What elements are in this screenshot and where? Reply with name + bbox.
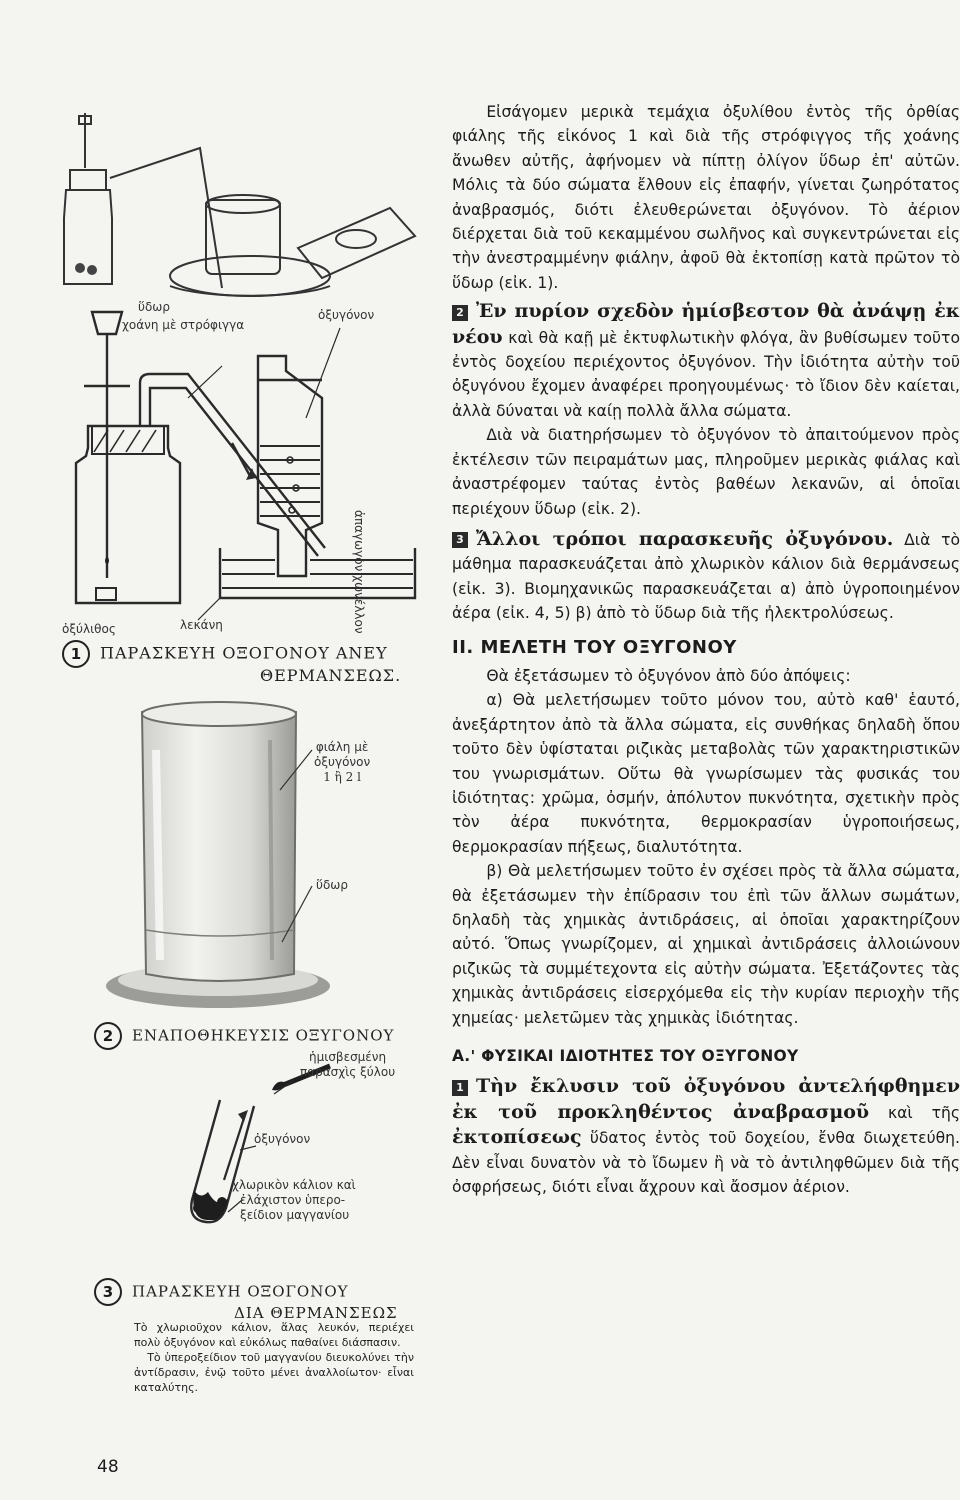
fig2-label-bottle-line2: ὀξυγόνον — [314, 755, 371, 769]
paragraph-splint-body: καὶ θὰ καῇ μὲ ἐκτυφλωτικὴν φλόγα, ἂν βυθίσωμεν τοῦτο ἐντὸς δοχείου περιέχοντος ὀξυγόνον. Τὴν ἰδιότητα αὐτὴν τοῦ ὀξυγόνου ἔχομεν ἀναφέρει προηγουμένως· τὸ ἴδιον δὲν καίεται, ἀλλὰ δύναται νὰ καίῃ πολλὰ ἄλλα σώματα. — [452, 328, 960, 420]
paragraph-splint-title: Ἐν πυρίον σχεδὸν ἡμίσβεστον θὰ ἀνάψῃ ἐκ νέου — [452, 300, 960, 348]
text-column — [452, 100, 960, 1199]
figure3-caption-line1: ΠΑΡΑΣΚΕΥΗ ΟΞΟΓΟΝΟΥ — [132, 1282, 349, 1301]
figure2-jar-drawing — [100, 690, 330, 1010]
section-heading-study: ΙΙ. ΜΕΛΕΤΗ ΤΟΥ ΟΞΥΓΟΝΟΥ — [452, 636, 737, 658]
block-number-3: 3 — [452, 532, 468, 548]
subsection-heading-physical: Α.' ΦΥΣΙΚΑΙ ΙΔΙΟΤΗΤΕΣ ΤΟΥ ΟΞΥΓΟΝΟΥ — [452, 1047, 799, 1066]
block-number-1: 1 — [452, 1080, 468, 1096]
paragraph-release — [452, 1074, 960, 1199]
figure3-caption — [94, 1278, 434, 1322]
paragraph-physical-view: α) Θὰ μελετήσωμεν τοῦτο μόνον του, αὐτὸ καθ' ἑαυτό, ἀνεξάρτητον ἀπὸ τὰ ἄλλα σώματα, εἰς συνθήκας δηλαδὴ ὅπου τοῦτο δὲν ὑφίσταται ριζικὰς μεταβολὰς τῶν χαρακτηριστικῶν του γνωρισμάτων. Οὕτω θὰ γνωρίσωμεν τὰς φυσικάς του ἰδιότητας: χρῶμα, ὀσμήν, ἀπόλυτον πυκνότητα, σχετικὴν πρὸς τὸν ἀέρα πυκνότητα, θερμοκρασίαν ὑγροποιήσεως, θερμοκρασίαν πήξεως, διαλυτότητα. — [452, 691, 960, 856]
fig2-label-bottle — [314, 740, 370, 785]
fig1-label-basin: λεκάνη — [180, 618, 223, 632]
paragraph-intro: Εἰσάγομεν μερικὰ τεμάχια ὀξυλίθου ἐντὸς τῆς ὀρθίας φιάλης τῆς εἰκόνος 1 καὶ διὰ τῆς στρόφιγγος τῆς χοάνης ἄνωθεν αὐτῆς, ἀφήνομεν νὰ πίπτῃ ὀλίγον ὕδωρ ἐπ' αὐτῶν. Μόλις τὰ δύο σώματα ἔλθουν εἰς ἐπαφήν, γίνεται ζωηρότατος ἀναβρασμός, διότι ἐλευθερώνεται ὀξυγόνον. Τὸ ἀέριον διέρχεται διὰ τοῦ κεκαμμένου σωλῆνος καὶ συγκεντρώνεται εἰς τὴν ἀνεστραμμένην φιάλην, ἀφοῦ θὰ ἐκτοπίσῃ κατὰ πρῶτον τὸ ὕδωρ (εἰκ. 1). — [452, 103, 960, 292]
figure3-note-1: Τὸ χλωριοῦχον κάλιον, ἅλας λευκόν, περιέχει πολὺ ὀξυγόνον καὶ εὐκόλως παθαίνει διάσπασιν. — [134, 1321, 414, 1349]
paragraph-release-title2: ἐκτοπίσεως — [452, 1126, 582, 1149]
paragraph-chemical-view: β) Θὰ μελετήσωμεν τοῦτο ἐν σχέσει πρὸς τὰ ἄλλα σώματα, θὰ ἐξετάσωμεν τὴν ἐπίδρασιν του ἐπὶ τῶν ἄλλων σωμάτων, δηλαδὴ τὰς χημικὰς ἀντιδράσεις, αἱ ὁποῖαι χαρακτηρίζουν αὐτό. Ὅπως γνωρίζομεν, αἱ χημικαὶ ἀντιδράσεις ἀλλοιώνουν ριζικῶς τὰ συμμέτεχοντα εἰς αὐτὴν σώματα. Ἐξετάζοντες τὰς χημικὰς ἀντιδράσεις εἰσερχόμεθα εἰς τὴν κυρίαν περιοχὴν τῆς χημείας· μελετῶμεν τὰς χημικὰς ἰδιότητας. — [452, 862, 960, 1027]
figure1-apparatus-drawing — [70, 298, 430, 618]
page-number: 48 — [97, 1457, 119, 1477]
fig1-label-water: ὕδωρ — [138, 300, 170, 314]
block-number-2: 2 — [452, 305, 468, 321]
fig3-label-splint-line2: παρασχὶς ξύλου — [300, 1065, 396, 1079]
fig1-label-oxygen: ὀξυγόνον — [318, 308, 375, 322]
paragraph-other-methods-title: Ἄλλοι τρόποι παρασκευῆς ὀξυγόνου. — [476, 527, 894, 550]
fig3-label-splint-line1: ἡμισβεσμένη — [309, 1050, 387, 1064]
figure3-caption-line2: ΔΙΑ ΘΕΡΜΑΝΣΕΩΣ — [234, 1304, 398, 1322]
fig1-label-exhaust: ἀπαγωγὸν χωνέλλον — [352, 510, 366, 634]
figure1-caption — [62, 640, 422, 685]
figure1-thumbnail-drawing — [60, 108, 420, 298]
fig2-label-water: ὕδωρ — [316, 878, 348, 892]
figure2-caption-text: ΕΝΑΠΟΘΗΚΕΥΣΙΣ ΟΞΥΓΟΝΟΥ — [132, 1026, 395, 1045]
fig1-label-peroxide: ὀξύλιθος — [62, 622, 116, 636]
fig3-label-splint — [300, 1050, 395, 1080]
fig3-label-mixture-line1: χλωρικὸν κάλιον καὶ — [232, 1178, 356, 1192]
figure3-note — [134, 1320, 414, 1395]
fig3-label-mixture-line2: ἐλάχιστον ὑπερο- — [240, 1193, 346, 1207]
figure1-caption-line2: ΘΕΡΜΑΝΣΕΩΣ. — [260, 666, 402, 685]
paragraph-splint — [452, 299, 960, 423]
paragraph-release-mid: καὶ τῆς — [869, 1103, 960, 1122]
fig2-label-bottle-line3: 1 ἢ 2 l — [323, 770, 361, 784]
paragraph-two-views: Θὰ ἐξετάσωμεν τὸ ὀξυγόνον ἀπὸ δύο ἀπόψεις: — [486, 666, 851, 685]
figure1-number: 1 — [62, 640, 90, 668]
paragraph-other-methods-body: Διὰ τὸ μάθημα παρασκευάζεται ἀπὸ χλωρικὸν κάλιον διὰ θερμάνσεως (εἰκ. 3). Βιομηχανικῶς παρασκευάζεται α) ἀπὸ ὑγροποιημένον ἀέρα (εἰκ. 4, 5) β) ἀπὸ τὸ ὕδωρ διὰ τῆς ἠλεκτρολύσεως. — [452, 530, 960, 623]
figure2-number: 2 — [94, 1022, 122, 1050]
figure3-note-2: Τὸ ὑπεροξείδιον τοῦ μαγγανίου διευκολύνει τὴν ἀντίδρασιν, ἐνῷ τοῦτο μένει ἀναλλοίωτον· εἶναι καταλύτης. — [134, 1351, 414, 1394]
fig3-label-mixture — [232, 1178, 356, 1223]
fig1-label-funnel: χοάνη μὲ στρόφιγγα — [122, 318, 245, 332]
fig3-label-mixture-line3: ξείδιον μαγγανίου — [240, 1208, 350, 1222]
paragraph-storage: Διὰ νὰ διατηρήσωμεν τὸ ὀξυγόνον τὸ ἀπαιτούμενον πρὸς ἐκτέλεσιν τῶν πειραμάτων μας, πληροῦμεν μερικὰς φιάλας καὶ ἀναστρέφομεν ταύτας ἐντὸς βαθέων λεκανῶν, αἱ ὁποῖαι περιέχουν ὕδωρ (εἰκ. 2). — [452, 426, 960, 518]
figure1-caption-line1: ΠΑΡΑΣΚΕΥΗ ΟΞΟΓΟΝΟΥ ΑΝΕΥ — [100, 643, 388, 663]
paragraph-release-title: Τὴν ἔκλυσιν τοῦ ὀξυγόνου ἀντελήφθημεν ἐκ τοῦ προκληθέντος ἀναβρασμοῦ — [452, 1075, 960, 1123]
paragraph-other-methods — [452, 527, 960, 626]
figure3-number: 3 — [94, 1278, 122, 1306]
fig2-label-bottle-line1: φιάλη μὲ — [315, 740, 369, 754]
paragraph-release-body: ὕδατος ἐντὸς τοῦ δοχείου, ἔνθα διωχετεύθη. Δὲν εἶναι δυνατὸν νὰ τὸ ἴδωμεν ἢ νὰ τὸ ἀντιληφθῶμεν διὰ τῆς ὀσφρήσεως, διότι εἶναι ἄχρουν καὶ ἄοσμον ἀέριον. — [452, 1129, 960, 1197]
figure2-caption — [94, 1022, 434, 1050]
fig3-label-oxygen: ὀξυγόνον — [254, 1132, 311, 1146]
